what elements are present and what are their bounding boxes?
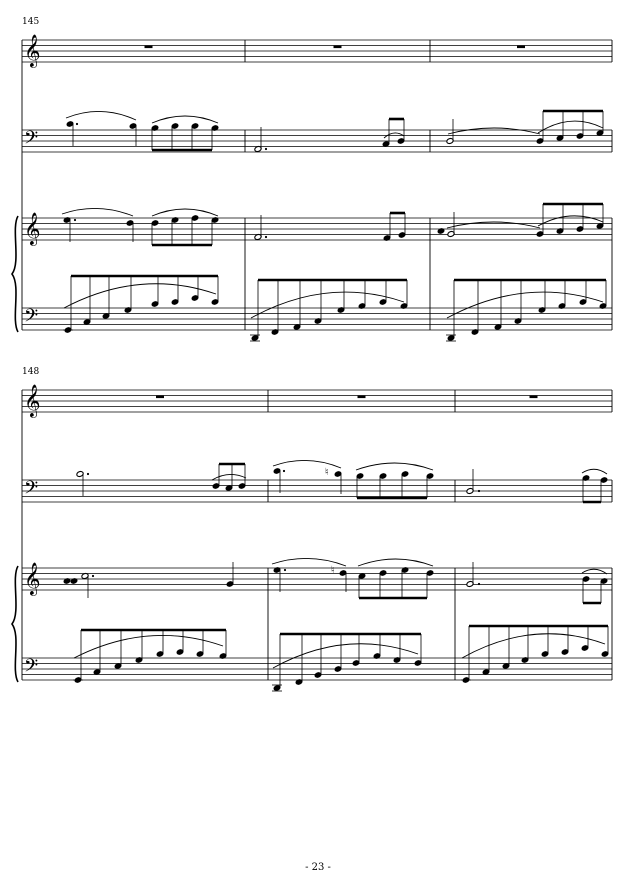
- whole-rest: [145, 46, 153, 49]
- natural-accidental-icon: ♮: [325, 467, 329, 478]
- slur: [538, 216, 603, 226]
- slur: [273, 644, 418, 668]
- whole-rest: [517, 46, 525, 49]
- augmentation-dot: [478, 583, 480, 585]
- slur: [582, 469, 607, 474]
- whole-rest: [358, 396, 366, 399]
- piano-right-hand-staff: [22, 218, 612, 240]
- augmentation-dot: [76, 123, 78, 125]
- augmentation-dot: [265, 148, 267, 150]
- piano-brace: [12, 566, 18, 682]
- piano-right-hand-staff: [22, 568, 612, 590]
- slur: [356, 463, 433, 470]
- augmentation-dot: [283, 470, 285, 472]
- measure-number-145: 145: [22, 17, 40, 27]
- natural-accidental-icon: ♮: [331, 565, 335, 576]
- augmentation-dot: [74, 219, 76, 221]
- slur: [538, 121, 603, 133]
- slur: [152, 209, 218, 216]
- voice-staff: [22, 390, 612, 412]
- slur: [152, 116, 218, 123]
- slur: [251, 292, 404, 318]
- slur: [358, 559, 433, 566]
- bass-clef-icon: 𝄢: [24, 478, 39, 503]
- slur: [447, 292, 603, 318]
- augmentation-dot: [87, 473, 89, 475]
- bass-clef-icon: 𝄢: [24, 128, 39, 153]
- bass-clef-icon: 𝄢: [24, 306, 39, 331]
- voice-staff: [22, 40, 612, 62]
- piano-brace: [12, 216, 18, 332]
- bass-clef-icon: 𝄢: [24, 656, 39, 681]
- treble-clef-icon: 𝄞: [24, 384, 41, 417]
- augmentation-dot: [92, 575, 94, 577]
- augmentation-dot: [284, 569, 286, 571]
- cello-staff: [22, 130, 612, 152]
- treble-clef-icon: 𝄞: [24, 212, 41, 245]
- whole-rest: [334, 46, 342, 49]
- slur: [447, 222, 540, 228]
- slur: [62, 208, 133, 216]
- slur: [66, 111, 136, 120]
- slur: [212, 474, 246, 480]
- augmentation-dot: [478, 490, 480, 492]
- measure-number-148: 148: [22, 367, 40, 377]
- slur: [272, 558, 346, 566]
- whole-rest: [530, 396, 538, 399]
- slur: [273, 460, 341, 468]
- treble-clef-icon: 𝄞: [24, 562, 41, 595]
- page-number: - 23 -: [305, 862, 331, 873]
- augmentation-dot: [265, 236, 267, 238]
- slur: [448, 128, 540, 134]
- cello-staff: [22, 480, 612, 502]
- treble-clef-icon: 𝄞: [24, 34, 41, 67]
- whole-rest: [156, 396, 164, 399]
